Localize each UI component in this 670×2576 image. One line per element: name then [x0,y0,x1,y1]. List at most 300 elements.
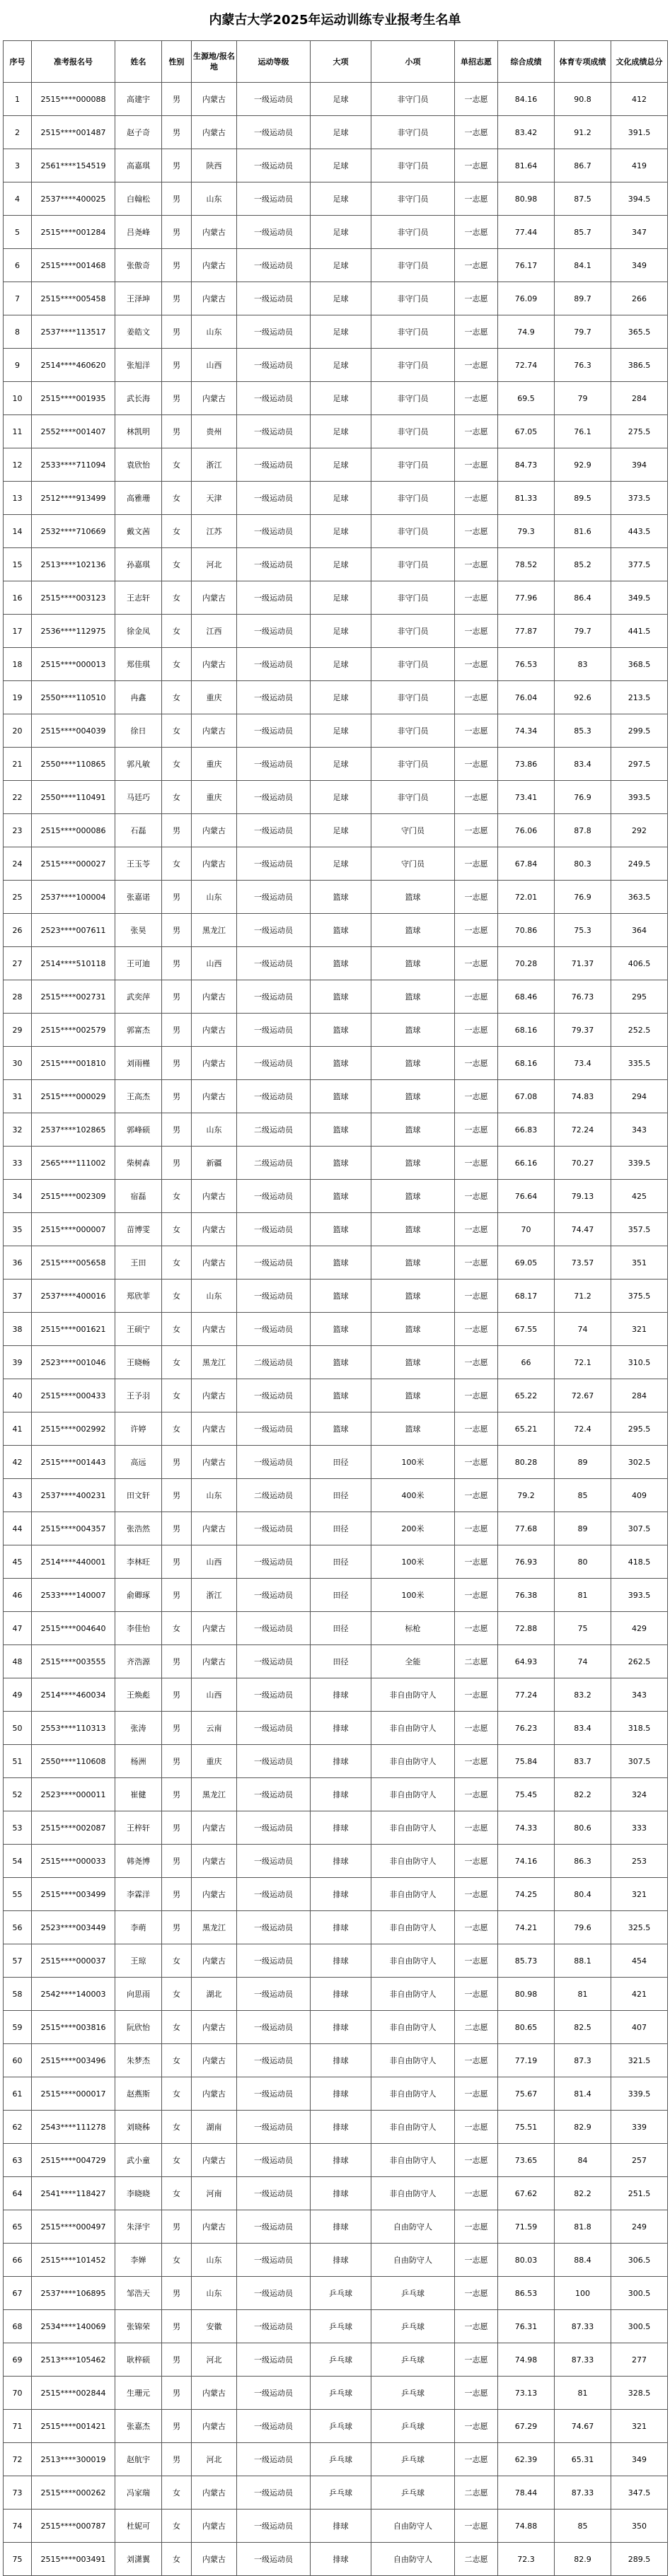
cell-origin: 山西 [192,349,237,382]
cell-athlete-level: 一级运动员 [237,881,311,914]
cell-exam-number: 2537****102865 [32,1113,115,1147]
cell-overall-score: 84.16 [498,83,555,116]
cell-exam-number: 2515****000007 [32,1213,115,1246]
cell-index: 72 [4,2443,32,2476]
cell-exam-number: 2515****000037 [32,1944,115,1978]
cell-sport-score: 80.4 [555,1878,611,1911]
cell-index: 13 [4,482,32,515]
cell-athlete-level: 一级运动员 [237,2111,311,2144]
cell-culture-score: 284 [611,1379,668,1412]
cell-culture-score: 302.5 [611,1446,668,1479]
cell-index: 60 [4,2044,32,2077]
cell-name: 赵子奇 [115,116,162,149]
cell-sport: 足球 [311,415,371,448]
cell-event: 非自由防守人 [371,2111,455,2144]
cell-preference: 一志愿 [455,1180,498,1213]
cell-origin: 内蒙古 [192,216,237,249]
cell-culture-score: 418.5 [611,1545,668,1579]
cell-preference: 一志愿 [455,2044,498,2077]
cell-sport-score: 82.2 [555,1778,611,1811]
cell-athlete-level: 一级运动员 [237,781,311,814]
cell-overall-score: 86.53 [498,2277,555,2310]
cell-exam-number: 2533****140007 [32,1579,115,1612]
cell-sport-score: 70.27 [555,1147,611,1180]
cell-name: 生珊元 [115,2377,162,2410]
cell-event: 非守门员 [371,116,455,149]
cell-sport: 排球 [311,2044,371,2077]
cell-event: 自由防守人 [371,2543,455,2576]
cell-event: 非守门员 [371,581,455,615]
cell-name: 朱梦杰 [115,2044,162,2077]
cell-preference: 一志愿 [455,781,498,814]
table-row [4,2343,668,2377]
cell-overall-score: 74.34 [498,714,555,748]
cell-preference: 一志愿 [455,1446,498,1479]
cell-origin: 内蒙古 [192,1645,237,1678]
cell-gender: 男 [162,1080,192,1113]
cell-sport: 足球 [311,748,371,781]
cell-culture-score: 347 [611,216,668,249]
cell-culture-score: 393.5 [611,781,668,814]
table-row [4,548,668,581]
cell-exam-number: 2515****005658 [32,1246,115,1280]
cell-gender: 女 [162,714,192,748]
cell-exam-number: 2523****000011 [32,1778,115,1811]
cell-exam-number: 2514****510118 [32,947,115,980]
cell-overall-score: 66.16 [498,1147,555,1180]
cell-overall-score: 73.41 [498,781,555,814]
cell-origin: 山东 [192,2277,237,2310]
cell-gender: 女 [162,1280,192,1313]
cell-origin: 内蒙古 [192,249,237,282]
cell-sport-score: 71.37 [555,947,611,980]
cell-gender: 男 [162,2377,192,2410]
cell-culture-score: 299.5 [611,714,668,748]
cell-sport-score: 87.5 [555,182,611,216]
cell-culture-score: 300.5 [611,2277,668,2310]
cell-overall-score: 70.86 [498,914,555,947]
cell-gender: 男 [162,914,192,947]
table-row [4,980,668,1014]
cell-index: 73 [4,2476,32,2510]
cell-sport: 篮球 [311,881,371,914]
cell-exam-number: 2515****003491 [32,2543,115,2576]
col-header-exam-number: 准考报名号 [32,41,115,83]
cell-origin: 云南 [192,1712,237,1745]
cell-sport-score: 84 [555,2144,611,2177]
cell-exam-number: 2515****000433 [32,1379,115,1412]
cell-name: 袁欣怡 [115,448,162,482]
cell-index: 56 [4,1911,32,1944]
cell-origin: 重庆 [192,748,237,781]
cell-exam-number: 2513****105462 [32,2343,115,2377]
cell-preference: 一志愿 [455,2510,498,2543]
cell-name: 姜皓文 [115,315,162,349]
cell-exam-number: 2515****005458 [32,282,115,315]
cell-sport: 篮球 [311,914,371,947]
cell-index: 61 [4,2077,32,2111]
cell-name: 柴树森 [115,1147,162,1180]
table-row [4,116,668,149]
cell-index: 28 [4,980,32,1014]
cell-index: 48 [4,1645,32,1678]
cell-athlete-level: 一级运动员 [237,1213,311,1246]
cell-event: 非守门员 [371,781,455,814]
table-row [4,1811,668,1845]
cell-athlete-level: 一级运动员 [237,2044,311,2077]
cell-exam-number: 2536****112975 [32,615,115,648]
cell-overall-score: 66 [498,1346,555,1379]
cell-sport: 足球 [311,349,371,382]
cell-sport: 足球 [311,216,371,249]
cell-overall-score: 65.22 [498,1379,555,1412]
cell-gender: 男 [162,149,192,182]
cell-origin: 山东 [192,1479,237,1512]
cell-preference: 一志愿 [455,1412,498,1446]
table-row [4,1978,668,2011]
cell-overall-score: 77.87 [498,615,555,648]
cell-gender: 女 [162,581,192,615]
cell-index: 40 [4,1379,32,1412]
cell-index: 53 [4,1811,32,1845]
table-row [4,1014,668,1047]
cell-index: 35 [4,1213,32,1246]
cell-sport-score: 87.3 [555,2044,611,2077]
cell-index: 18 [4,648,32,681]
cell-exam-number: 2537****400025 [32,182,115,216]
cell-athlete-level: 一级运动员 [237,2377,311,2410]
cell-name: 白翰松 [115,182,162,216]
cell-name: 张旭洋 [115,349,162,382]
cell-sport: 排球 [311,2543,371,2576]
cell-exam-number: 2515****004640 [32,1612,115,1645]
cell-overall-score: 72.01 [498,881,555,914]
table-row [4,1346,668,1379]
table-row [4,814,668,847]
cell-origin: 河北 [192,2443,237,2476]
cell-event: 乒乓球 [371,2277,455,2310]
cell-gender: 男 [162,116,192,149]
cell-event: 非自由防守人 [371,1978,455,2011]
cell-event: 乒乓球 [371,2310,455,2343]
cell-athlete-level: 二级运动员 [237,1147,311,1180]
cell-origin: 内蒙古 [192,980,237,1014]
cell-sport: 排球 [311,2177,371,2210]
cell-sport: 足球 [311,249,371,282]
cell-gender: 男 [162,1911,192,1944]
cell-culture-score: 289.5 [611,2543,668,2576]
cell-sport-score: 79.7 [555,315,611,349]
cell-name: 郑欣菲 [115,1280,162,1313]
cell-preference: 一志愿 [455,249,498,282]
cell-culture-score: 297.5 [611,748,668,781]
cell-origin: 内蒙古 [192,382,237,415]
table-row [4,1379,668,1412]
cell-gender: 女 [162,1246,192,1280]
table-row [4,415,668,448]
cell-event: 非守门员 [371,382,455,415]
cell-sport: 排球 [311,1745,371,1778]
cell-athlete-level: 一级运动员 [237,748,311,781]
cell-origin: 内蒙古 [192,1878,237,1911]
cell-origin: 黑龙江 [192,1346,237,1379]
cell-index: 37 [4,1280,32,1313]
cell-event: 篮球 [371,947,455,980]
cell-sport-score: 89 [555,1446,611,1479]
cell-athlete-level: 一级运动员 [237,947,311,980]
cell-gender: 男 [162,1479,192,1512]
cell-gender: 男 [162,1745,192,1778]
cell-event: 非守门员 [371,648,455,681]
cell-exam-number: 2515****002992 [32,1412,115,1446]
cell-culture-score: 364 [611,914,668,947]
table-row [4,1778,668,1811]
cell-index: 66 [4,2244,32,2277]
cell-name: 徐日 [115,714,162,748]
cell-overall-score: 68.16 [498,1014,555,1047]
cell-name: 赵航宇 [115,2443,162,2476]
cell-culture-score: 321 [611,1313,668,1346]
cell-event: 非守门员 [371,83,455,116]
cell-sport-score: 80.6 [555,1811,611,1845]
table-row [4,2410,668,2443]
cell-athlete-level: 一级运动员 [237,249,311,282]
cell-overall-score: 74.88 [498,2510,555,2543]
cell-sport-score: 71.2 [555,1280,611,1313]
table-row [4,2443,668,2476]
cell-athlete-level: 一级运动员 [237,548,311,581]
cell-sport-score: 73.57 [555,1246,611,1280]
cell-preference: 一志愿 [455,748,498,781]
cell-origin: 内蒙古 [192,648,237,681]
cell-index: 34 [4,1180,32,1213]
cell-culture-score: 419 [611,149,668,182]
cell-index: 36 [4,1246,32,1280]
cell-gender: 男 [162,1545,192,1579]
cell-sport: 田径 [311,1545,371,1579]
cell-event: 非守门员 [371,448,455,482]
cell-overall-score: 83.42 [498,116,555,149]
cell-sport-score: 73.4 [555,1047,611,1080]
cell-sport-score: 92.6 [555,681,611,714]
cell-overall-score: 70 [498,1213,555,1246]
table-row [4,2277,668,2310]
cell-name: 张嘉诺 [115,881,162,914]
cell-event: 非自由防守人 [371,1678,455,1712]
cell-sport: 田径 [311,1645,371,1678]
cell-event: 乒乓球 [371,2443,455,2476]
cell-preference: 一志愿 [455,1545,498,1579]
cell-event: 全能 [371,1645,455,1678]
cell-event: 非自由防守人 [371,2077,455,2111]
cell-sport-score: 83.7 [555,1745,611,1778]
cell-event: 篮球 [371,1213,455,1246]
cell-sport-score: 86.3 [555,1845,611,1878]
cell-exam-number: 2532****710669 [32,515,115,548]
cell-culture-score: 339.5 [611,1147,668,1180]
table-row [4,182,668,216]
cell-index: 39 [4,1346,32,1379]
cell-culture-score: 335.5 [611,1047,668,1080]
cell-sport-score: 83.2 [555,1678,611,1712]
cell-name: 吕尧峰 [115,216,162,249]
cell-sport: 田径 [311,1479,371,1512]
cell-overall-score: 80.03 [498,2244,555,2277]
cell-index: 43 [4,1479,32,1512]
cell-athlete-level: 一级运动员 [237,2510,311,2543]
cell-preference: 一志愿 [455,1944,498,1978]
cell-preference: 一志愿 [455,1712,498,1745]
cell-culture-score: 409 [611,1479,668,1512]
cell-sport: 足球 [311,681,371,714]
cell-event: 非守门员 [371,548,455,581]
cell-name: 苗博雯 [115,1213,162,1246]
cell-origin: 内蒙古 [192,2476,237,2510]
cell-overall-score: 76.17 [498,249,555,282]
cell-event: 篮球 [371,1180,455,1213]
cell-exam-number: 2515****001810 [32,1047,115,1080]
cell-gender: 女 [162,1412,192,1446]
cell-gender: 女 [162,2011,192,2044]
cell-name: 郭凡敏 [115,748,162,781]
cell-athlete-level: 一级运动员 [237,315,311,349]
cell-index: 15 [4,548,32,581]
cell-athlete-level: 一级运动员 [237,349,311,382]
cell-culture-score: 343 [611,1113,668,1147]
cell-sport-score: 89.5 [555,482,611,515]
cell-exam-number: 2515****003816 [32,2011,115,2044]
cell-athlete-level: 一级运动员 [237,1745,311,1778]
cell-preference: 一志愿 [455,1845,498,1878]
cell-sport-score: 81.6 [555,515,611,548]
cell-exam-number: 2550****110510 [32,681,115,714]
cell-overall-score: 76.64 [498,1180,555,1213]
cell-gender: 男 [162,182,192,216]
cell-preference: 一志愿 [455,149,498,182]
cell-overall-score: 80.65 [498,2011,555,2044]
cell-sport-score: 87.33 [555,2343,611,2377]
cell-athlete-level: 二级运动员 [237,1113,311,1147]
cell-gender: 男 [162,2343,192,2377]
cell-sport: 排球 [311,1811,371,1845]
cell-name: 王志轩 [115,581,162,615]
cell-overall-score: 73.65 [498,2144,555,2177]
cell-sport: 篮球 [311,1412,371,1446]
cell-sport: 足球 [311,182,371,216]
cell-name: 林凯明 [115,415,162,448]
cell-event: 非自由防守人 [371,1811,455,1845]
table-row [4,1645,668,1678]
cell-exam-number: 2523****007611 [32,914,115,947]
cell-preference: 一志愿 [455,1147,498,1180]
cell-index: 12 [4,448,32,482]
cell-name: 张嘉杰 [115,2410,162,2443]
cell-sport-score: 72.24 [555,1113,611,1147]
cell-athlete-level: 一级运动员 [237,216,311,249]
cell-name: 马廷巧 [115,781,162,814]
cell-sport-score: 81 [555,2377,611,2410]
cell-name: 刘潇翼 [115,2543,162,2576]
cell-gender: 女 [162,2144,192,2177]
cell-athlete-level: 一级运动员 [237,182,311,216]
cell-event: 篮球 [371,914,455,947]
cell-overall-score: 76.23 [498,1712,555,1745]
table-row [4,1745,668,1778]
cell-sport-score: 85.3 [555,714,611,748]
cell-athlete-level: 一级运动员 [237,1047,311,1080]
cell-origin: 重庆 [192,681,237,714]
cell-athlete-level: 一级运动员 [237,1313,311,1346]
cell-event: 守门员 [371,814,455,847]
cell-name: 王田 [115,1246,162,1280]
cell-preference: 一志愿 [455,482,498,515]
cell-index: 38 [4,1313,32,1346]
cell-athlete-level: 一级运动员 [237,2543,311,2576]
cell-sport-score: 76.3 [555,349,611,382]
table-row [4,2044,668,2077]
cell-sport-score: 83 [555,648,611,681]
table-row [4,681,668,714]
cell-event: 非自由防守人 [371,1712,455,1745]
cell-gender: 男 [162,1579,192,1612]
cell-sport-score: 76.9 [555,781,611,814]
cell-origin: 内蒙古 [192,581,237,615]
cell-athlete-level: 一级运动员 [237,282,311,315]
cell-origin: 黑龙江 [192,1778,237,1811]
cell-index: 74 [4,2510,32,2543]
cell-culture-score: 321 [611,1878,668,1911]
cell-overall-score: 84.73 [498,448,555,482]
cell-origin: 贵州 [192,415,237,448]
cell-overall-score: 77.44 [498,216,555,249]
table-row [4,249,668,282]
cell-gender: 男 [162,2277,192,2310]
cell-event: 篮球 [371,1346,455,1379]
cell-preference: 一志愿 [455,282,498,315]
cell-name: 赵燕斯 [115,2077,162,2111]
cell-culture-score: 310.5 [611,1346,668,1379]
table-row [4,1313,668,1346]
cell-overall-score: 79.3 [498,515,555,548]
cell-preference: 一志愿 [455,1579,498,1612]
cell-origin: 内蒙古 [192,814,237,847]
cell-sport-score: 82.9 [555,2111,611,2144]
cell-gender: 女 [162,2111,192,2144]
cell-name: 田文轩 [115,1479,162,1512]
cell-exam-number: 2515****000027 [32,847,115,881]
cell-name: 张涛 [115,1712,162,1745]
cell-exam-number: 2537****106895 [32,2277,115,2310]
cell-preference: 一志愿 [455,1512,498,1545]
cell-preference: 一志愿 [455,415,498,448]
cell-sport: 足球 [311,482,371,515]
cell-index: 58 [4,1978,32,2011]
cell-preference: 一志愿 [455,83,498,116]
cell-culture-score: 321 [611,2410,668,2443]
cell-sport-score: 81 [555,1579,611,1612]
cell-preference: 一志愿 [455,1113,498,1147]
table-row [4,2543,668,2576]
cell-event: 400米 [371,1479,455,1512]
cell-sport-score: 81.8 [555,2210,611,2244]
cell-exam-number: 2512****913499 [32,482,115,515]
cell-name: 张锦荣 [115,2310,162,2343]
cell-exam-number: 2537****113517 [32,315,115,349]
cell-origin: 内蒙古 [192,1246,237,1280]
cell-sport: 足球 [311,714,371,748]
cell-sport: 排球 [311,2510,371,2543]
cell-gender: 男 [162,947,192,980]
